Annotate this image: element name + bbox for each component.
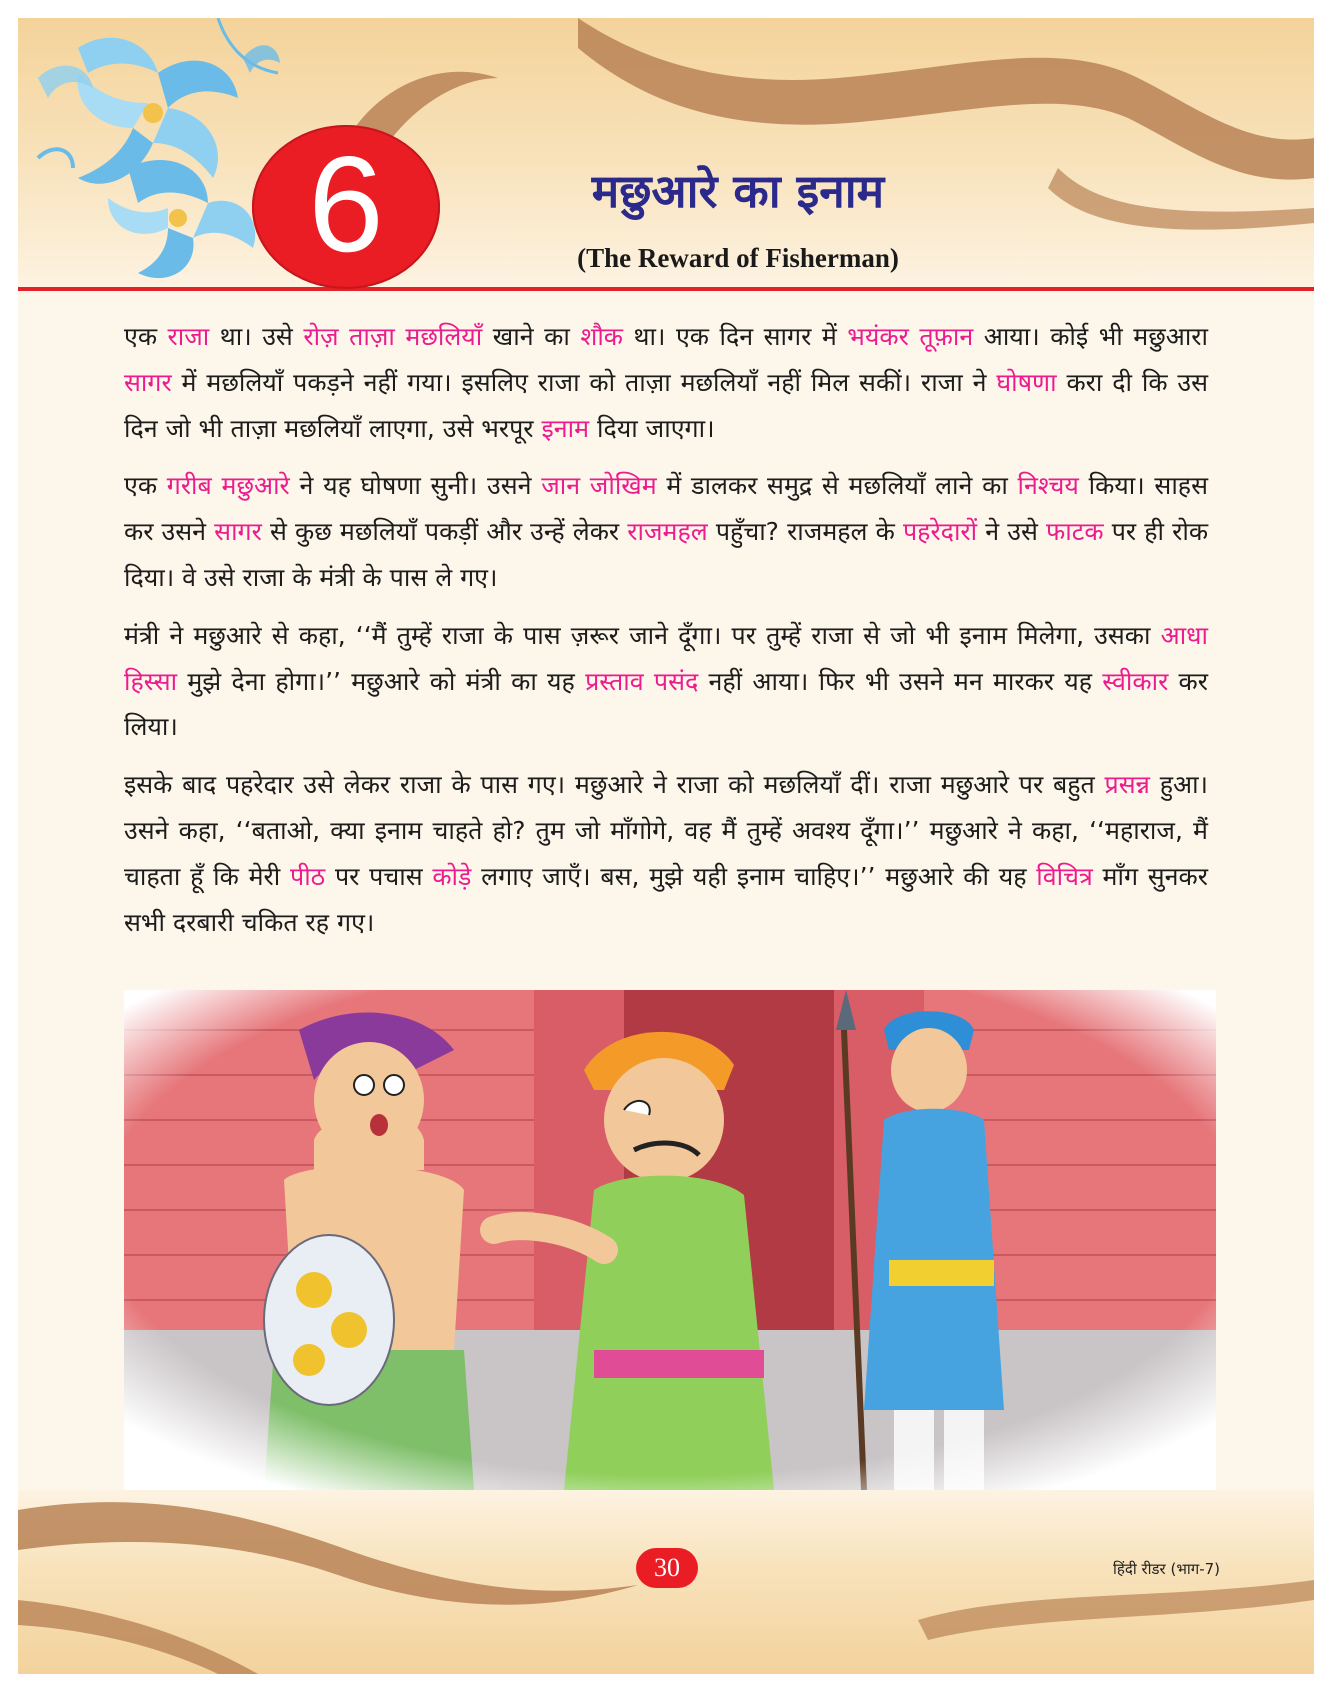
book-title: हिंदी रीडर (भाग-7): [1113, 1560, 1220, 1578]
story-text-segment: पहुँचा? राजमहल के: [707, 517, 903, 547]
story-text: [124, 314, 1208, 957]
story-text-segment: करा दी कि उस दिन जो भी ताज़ा मछलियाँ लाएगा, उसे भरपूर: [124, 367, 1208, 443]
chapter-title: मछुआरे का इनाम: [591, 164, 885, 218]
story-text-segment: था। उसे: [209, 322, 304, 351]
highlighted-word: स्वीकार: [1102, 666, 1169, 696]
story-text-segment: में डालकर समुद्र से मछलियाँ लाने का: [656, 471, 1018, 501]
highlighted-word: सागर: [124, 367, 172, 397]
story-illustration: [124, 990, 1216, 1490]
story-text-segment: दिया जाएगा।: [589, 413, 715, 443]
story-text-segment: माँग सुनकर सभी दरबारी चकित रह गए।: [124, 861, 1208, 937]
highlighted-word: प्रस्ताव पसंद: [585, 666, 699, 696]
story-paragraph: [124, 613, 1208, 750]
highlighted-word: राजा: [167, 322, 210, 351]
story-text-segment: इसके बाद पहरेदार उसे लेकर राजा के पास गए। मछुआरे ने राजा को मछलियाँ दीं। राजा मछुआरे पर बहुत: [124, 770, 1105, 800]
highlighted-word: विचित्र: [1036, 861, 1093, 891]
story-text-segment: लगाए जाएँ। बस, मुझे यही इनाम चाहिए।’’ मछुआरे की यह: [471, 861, 1037, 891]
story-text-segment: ने यह घोषणा सुनी। उसने: [289, 471, 542, 501]
chapter-number-badge: [252, 125, 440, 289]
chapter-subtitle: (The Reward of Fisherman): [577, 243, 899, 273]
highlighted-word: फाटक: [1046, 517, 1104, 547]
highlighted-word: सागर: [214, 517, 262, 547]
story-text-segment: हुआ। उसने कहा, ‘‘बताओ, क्या इनाम चाहते हो? तुम जो माँगोगे, वह मैं तुम्हें अवश्य दूँगा।’’ मछुआरे ने कहा, ‘‘महाराज, मैं चाहता हूँ कि मेरी: [124, 770, 1208, 891]
chapter-number: 6: [308, 128, 384, 280]
highlighted-word: घोषणा: [996, 367, 1057, 397]
story-text-segment: पर ही रोक दिया। वे उसे राजा के मंत्री के पास ले गए।: [124, 517, 1209, 592]
story-text-segment: एक: [124, 471, 167, 501]
story-text-segment: पर पचास: [325, 861, 433, 891]
branch-shape: [918, 1580, 1314, 1640]
story-paragraph: [124, 762, 1208, 945]
highlighted-word: कोड़े: [432, 861, 472, 891]
highlighted-word: गरीब मछुआरे: [166, 471, 290, 501]
branch-shape: [18, 1600, 258, 1674]
story-text-segment: से कुछ मछलियाँ पकड़ीं और उन्हें लेकर: [261, 517, 628, 547]
story-text-segment: ने उसे: [977, 517, 1046, 547]
highlighted-word: शौक: [580, 322, 623, 351]
highlighted-word: भयंकर तूफ़ान: [847, 322, 974, 351]
vignette: [124, 990, 1216, 1490]
highlighted-word: राजमहल: [627, 517, 708, 547]
story-text-segment: में मछलियाँ पकड़ने नहीं गया। इसलिए राजा को ताज़ा मछलियाँ नहीं मिल सकीं। राजा ने: [171, 367, 997, 397]
highlighted-word: रोज़ ताज़ा मछलियाँ: [303, 322, 483, 351]
branch-shape: [578, 18, 1314, 180]
story-text-segment: एक: [124, 322, 168, 351]
highlighted-word: जान जोखिम: [541, 471, 657, 501]
branch-shape: [18, 1502, 638, 1605]
story-text-segment: कर लिया।: [124, 666, 1208, 742]
header-divider: [18, 287, 1314, 291]
swirl-shape: [38, 149, 73, 168]
story-text-segment: खाने का: [482, 322, 581, 351]
highlighted-word: आधा हिस्सा: [124, 620, 1208, 696]
story-text-segment: था। एक दिन सागर में: [623, 322, 848, 351]
story-paragraph: [124, 463, 1208, 600]
story-paragraph: [124, 314, 1208, 451]
flower-icon: [108, 160, 255, 278]
highlighted-word: पहरेदारों: [902, 517, 978, 547]
story-text-segment: किया। साहस कर उसने: [124, 471, 1208, 547]
story-text-segment: आया। कोई भी मछुआरा: [973, 322, 1208, 351]
highlighted-word: निश्चय: [1017, 471, 1079, 501]
story-text-segment: नहीं आया। फिर भी उसने मन मारकर यह: [698, 666, 1103, 696]
page-number: 30: [636, 1548, 698, 1588]
highlighted-word: इनाम: [541, 413, 590, 443]
highlighted-word: प्रसन्न: [1104, 770, 1150, 800]
story-text-segment: मुझे देना होगा।’’ मछुआरे को मंत्री का यह: [177, 666, 586, 696]
highlighted-word: पीठ: [290, 861, 326, 891]
story-text-segment: मंत्री ने मछुआरे से कहा, ‘‘मैं तुम्हें राजा के पास ज़रूर जाने दूँगा। पर तुम्हें राजा से जो भी इनाम मिलेगा, उसका: [124, 620, 1161, 650]
